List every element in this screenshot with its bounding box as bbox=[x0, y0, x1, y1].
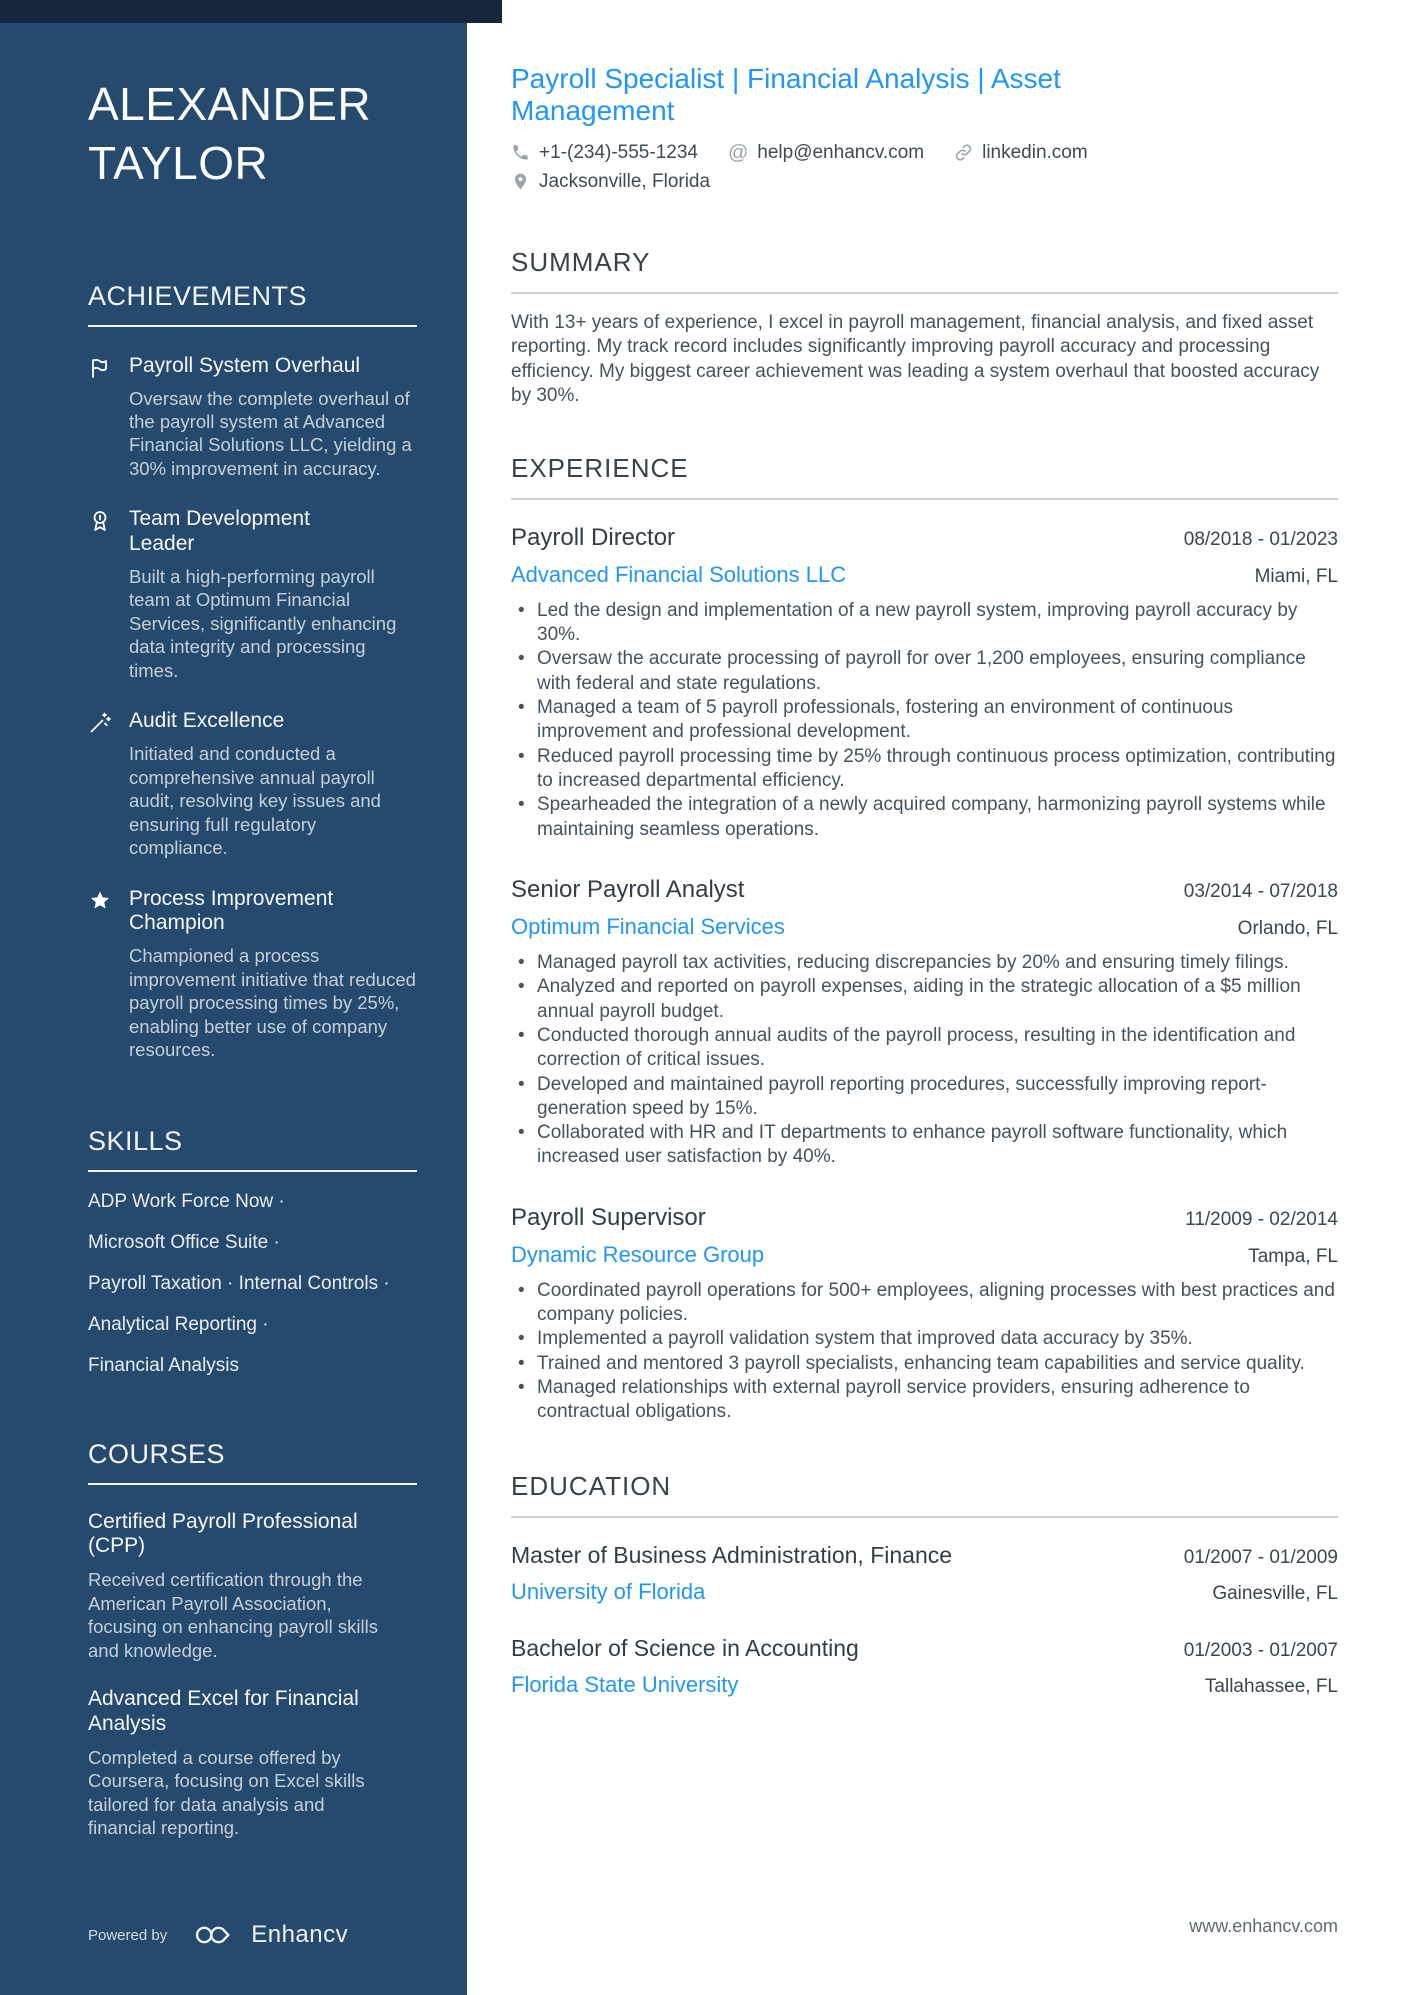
star-icon bbox=[88, 887, 114, 1062]
achievement-content bbox=[129, 507, 417, 682]
school-name[interactable]: Florida State University bbox=[511, 1671, 739, 1697]
link-icon bbox=[954, 143, 973, 162]
achievement-title: Process Improvement Champion bbox=[129, 886, 334, 935]
enhancv-logo bbox=[189, 1924, 237, 1946]
degree-dates: 01/2007 - 01/2009 bbox=[1183, 1546, 1338, 1568]
achievement-content bbox=[129, 709, 417, 859]
phone-value[interactable]: +1-(234)-555-1234 bbox=[539, 141, 698, 163]
job-location: Tampa, FL bbox=[1248, 1245, 1338, 1267]
job-header-row bbox=[511, 876, 1338, 904]
school-row bbox=[511, 1672, 1338, 1698]
achievement-item bbox=[88, 354, 417, 481]
at-icon: @ bbox=[727, 141, 749, 164]
job-bullet: • Led the design and implementation of a new payroll system, improving payroll accuracy by 30%. bbox=[511, 599, 1338, 648]
skill-item: Microsoft Office Suite · bbox=[88, 1231, 280, 1253]
pin-icon bbox=[511, 172, 530, 191]
job-bullets bbox=[511, 951, 1338, 1170]
flag-icon bbox=[88, 354, 114, 481]
course-title: Certified Payroll Professional (CPP) bbox=[88, 1509, 358, 1558]
achievements-section bbox=[88, 281, 417, 1062]
course-description: Completed a course offered by Coursera, focusing on Excel skills tailored for data analysis and financial reporting. bbox=[88, 1746, 365, 1838]
contact-row bbox=[511, 142, 1338, 164]
sidebar-footer bbox=[88, 1921, 417, 1949]
job-bullet: • Reduced payroll processing time by 25% through continuous process optimization, contributing to increased departmental efficiency. bbox=[511, 745, 1338, 794]
job-role: Senior Payroll Analyst bbox=[511, 875, 745, 903]
sidebar bbox=[0, 23, 467, 1995]
achievements-heading: ACHIEVEMENTS bbox=[88, 281, 417, 327]
skills-section bbox=[88, 1126, 417, 1377]
summary-section bbox=[511, 247, 1338, 409]
job-header-row bbox=[511, 524, 1338, 552]
job-dates: 11/2009 - 02/2014 bbox=[1185, 1208, 1338, 1230]
job-bullet: • Conducted thorough annual audits of the payroll process, resulting in the identification and correction of critical issues. bbox=[511, 1024, 1338, 1073]
job-dates: 08/2018 - 01/2023 bbox=[1183, 528, 1338, 550]
location-contact bbox=[511, 171, 710, 193]
powered-by-label: Powered by bbox=[88, 1926, 168, 1944]
degree-row bbox=[511, 1635, 1338, 1662]
school-location: Gainesville, FL bbox=[1212, 1582, 1338, 1604]
job-header-row bbox=[511, 1204, 1338, 1232]
job-bullet: • Spearheaded the integration of a newly acquired company, harmonizing payroll systems while maintaining seamless operations. bbox=[511, 793, 1338, 842]
achievement-item bbox=[88, 507, 417, 682]
achievement-title: Audit Excellence bbox=[129, 709, 285, 733]
job-company[interactable]: Advanced Financial Solutions LLC bbox=[511, 561, 847, 587]
main-content bbox=[467, 23, 1410, 1995]
skill-item: Analytical Reporting · bbox=[88, 1313, 269, 1335]
linkedin-contact bbox=[954, 142, 1088, 164]
experience-section bbox=[511, 453, 1338, 1425]
medal-icon bbox=[88, 507, 114, 682]
header bbox=[511, 63, 1338, 193]
courses-section bbox=[88, 1439, 417, 1840]
job-bullet: • Managed a team of 5 payroll professionals, fostering an environment of continuous improvement and professional development. bbox=[511, 696, 1338, 745]
headline: Payroll Specialist | Financial Analysis | Asset Management bbox=[511, 63, 1061, 126]
course-item bbox=[88, 1510, 417, 1662]
education-heading: EDUCATION bbox=[511, 1471, 1338, 1518]
education-entry bbox=[511, 1542, 1338, 1605]
achievement-description: Championed a process improvement initiative that reduced payroll processing times by 25%, enabling better use of company resources. bbox=[129, 945, 416, 1061]
website-link[interactable]: www.enhancv.com bbox=[1189, 1916, 1338, 1936]
education-section bbox=[511, 1471, 1338, 1698]
courses-heading: COURSES bbox=[88, 1439, 417, 1485]
job-bullet: • Managed payroll tax activities, reducing discrepancies by 20% and ensuring timely filings. bbox=[511, 951, 1338, 975]
achievement-content bbox=[129, 354, 417, 481]
job-bullet: • Implemented a payroll validation system that improved data accuracy by 35%. bbox=[511, 1327, 1338, 1351]
wand-icon bbox=[88, 709, 114, 859]
achievement-content bbox=[129, 887, 417, 1062]
phone-icon bbox=[511, 143, 530, 162]
summary-text: With 13+ years of experience, I excel in payroll management, financial analysis, and fixed asset reporting. My track record includes significantly improving payroll accuracy and processing efficiency. My biggest career achievement was leading a system overhaul that boosted accuracy by 30%. bbox=[511, 311, 1320, 407]
school-row bbox=[511, 1579, 1338, 1605]
job-entry bbox=[511, 1204, 1338, 1425]
skill-item: Payroll Taxation · Internal Controls · bbox=[88, 1272, 390, 1294]
job-bullet: • Analyzed and reported on payroll expenses, aiding in the strategic allocation of a $5 million annual payroll budget. bbox=[511, 975, 1338, 1024]
achievement-title: Team Development Leader bbox=[129, 507, 310, 556]
degree-title: Master of Business Administration, Finance bbox=[511, 1541, 953, 1568]
achievement-title: Payroll System Overhaul bbox=[129, 353, 361, 377]
skills-heading: SKILLS bbox=[88, 1126, 417, 1172]
linkedin-value[interactable]: linkedin.com bbox=[982, 141, 1088, 163]
school-name[interactable]: University of Florida bbox=[511, 1578, 706, 1604]
top-accent-bar bbox=[0, 0, 502, 23]
job-subheader-row bbox=[511, 562, 1338, 588]
course-item bbox=[88, 1687, 417, 1839]
achievement-description: Initiated and conducted a comprehensive annual payroll audit, resolving key issues and ensuring full regulatory compliance. bbox=[129, 743, 381, 859]
job-company[interactable]: Optimum Financial Services bbox=[511, 913, 785, 939]
course-description: Received certification through the American Payroll Association, focusing on enhancing payroll skills and knowledge. bbox=[88, 1569, 379, 1661]
job-bullet: • Trained and mentored 3 payroll specialists, enhancing team capabilities and service quality. bbox=[511, 1352, 1338, 1376]
achievement-item bbox=[88, 709, 417, 859]
location-value: Jacksonville, Florida bbox=[539, 170, 711, 192]
job-company[interactable]: Dynamic Resource Group bbox=[511, 1241, 765, 1267]
job-bullet: • Coordinated payroll operations for 500+ employees, aligning processes with best practices and company policies. bbox=[511, 1279, 1338, 1328]
education-entry bbox=[511, 1635, 1338, 1698]
job-bullet: • Collaborated with HR and IT departments to enhance payroll software functionality, which increased user satisfaction by 40%. bbox=[511, 1121, 1338, 1170]
phone-contact bbox=[511, 142, 698, 164]
email-contact bbox=[728, 142, 924, 164]
experience-heading: EXPERIENCE bbox=[511, 453, 1338, 500]
job-bullets bbox=[511, 599, 1338, 842]
achievement-description: Oversaw the complete overhaul of the payroll system at Advanced Financial Solutions LLC, yielding a 30% improvement in accuracy. bbox=[129, 387, 412, 479]
school-location: Tallahassee, FL bbox=[1204, 1675, 1338, 1697]
email-value[interactable]: help@enhancv.com bbox=[757, 141, 925, 163]
job-subheader-row bbox=[511, 1242, 1338, 1268]
degree-title: Bachelor of Science in Accounting bbox=[511, 1634, 859, 1661]
job-subheader-row bbox=[511, 914, 1338, 940]
course-title: Advanced Excel for Financial Analysis bbox=[88, 1687, 359, 1735]
job-bullet: • Managed relationships with external payroll service providers, ensuring adherence to contractual obligations. bbox=[511, 1376, 1338, 1425]
brand-wordmark: Enhancv bbox=[251, 1921, 349, 1948]
job-bullets bbox=[511, 1279, 1338, 1425]
job-entry bbox=[511, 524, 1338, 842]
job-location: Orlando, FL bbox=[1237, 917, 1338, 939]
skill-item: ADP Work Force Now · bbox=[88, 1190, 285, 1212]
degree-dates: 01/2003 - 01/2007 bbox=[1183, 1639, 1338, 1661]
achievement-item bbox=[88, 887, 417, 1062]
job-dates: 03/2014 - 07/2018 bbox=[1183, 880, 1338, 902]
summary-heading: SUMMARY bbox=[511, 247, 1338, 294]
candidate-name: ALEXANDER TAYLOR bbox=[88, 78, 372, 189]
job-role: Payroll Supervisor bbox=[511, 1203, 706, 1231]
job-bullet: • Developed and maintained payroll reporting procedures, successfully improving report-generation speed by 15%. bbox=[511, 1073, 1338, 1122]
achievement-description: Built a high-performing payroll team at Optimum Financial Services, significantly enhancing data integrity and processing times. bbox=[129, 565, 397, 681]
job-entry bbox=[511, 876, 1338, 1170]
skill-item: Financial Analysis bbox=[88, 1354, 240, 1376]
degree-row bbox=[511, 1542, 1338, 1569]
job-location: Miami, FL bbox=[1254, 565, 1338, 587]
job-bullet: • Oversaw the accurate processing of payroll for over 1,200 employees, ensuring compliance with federal and state regulations. bbox=[511, 647, 1338, 696]
job-role: Payroll Director bbox=[511, 523, 676, 551]
location-row bbox=[511, 171, 1338, 193]
